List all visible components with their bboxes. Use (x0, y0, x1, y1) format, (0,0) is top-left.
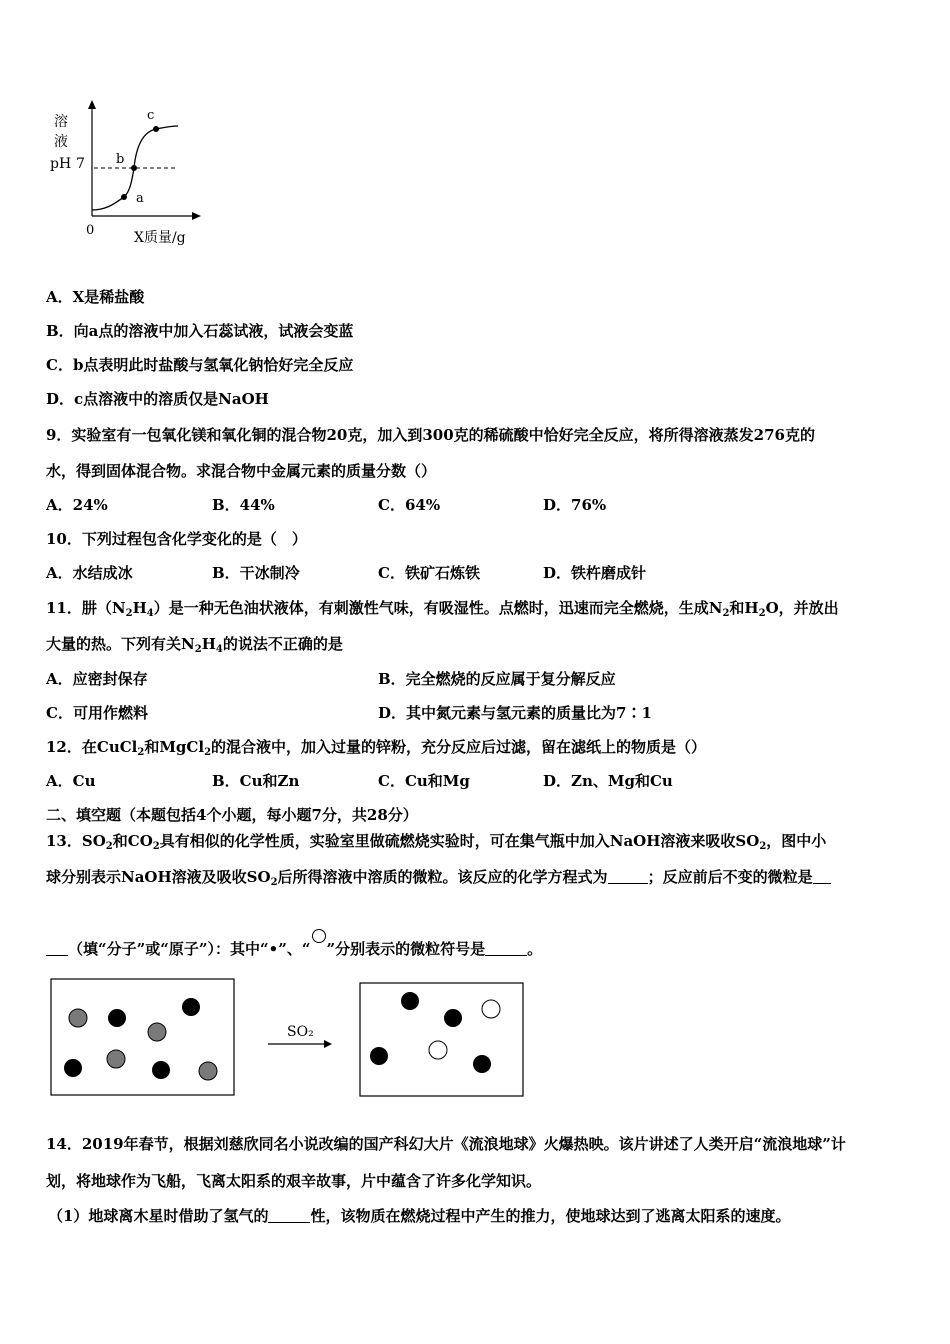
q13-blank-particle-2[interactable] (46, 941, 68, 956)
q12-option-a[interactable]: A．Cu (46, 772, 96, 790)
black-particle (64, 1059, 82, 1077)
q12-option-c[interactable]: C．Cu和Mg (378, 772, 470, 790)
arrow-label-so2: SO₂ (287, 1024, 314, 1040)
origin-label: 0 (86, 223, 95, 238)
q11-option-b[interactable]: B．完全燃烧的反应属于复分解反应 (378, 670, 616, 688)
gray-particle (148, 1023, 166, 1041)
x-axis-arrow-icon (192, 212, 201, 220)
black-particle (182, 998, 200, 1016)
q9-stem-line1: 9．实验室有一包氧化镁和氧化铜的混合物20克，加入到300克的稀硫酸中恰好完全反应，将所得溶液蒸发276克的 (46, 426, 815, 444)
q8-option-a[interactable]: A．X是稀盐酸 (46, 288, 145, 306)
q10-option-a[interactable]: A．水结成冰 (46, 564, 133, 582)
q9-option-c[interactable]: C．64% (378, 496, 441, 514)
q13-stem-line3: （填“分子”或“原子”）：其中“•”、“ ”分别表示的微粒符号是 。 (46, 928, 542, 959)
q10-option-c[interactable]: C．铁矿石炼铁 (378, 564, 480, 582)
hollow-circle-symbol-icon (311, 928, 327, 944)
q9-option-b[interactable]: B．44% (212, 496, 275, 514)
q11-option-c[interactable]: C．可用作燃料 (46, 704, 148, 722)
q13-stem-line1: 13．$SO_2$和$CO_2$具有相似的化学性质，实验室里做硫燃烧实验时，可在集气瓶中加入NaOH溶液来吸收$SO_2$，图中小 (46, 832, 827, 852)
white-particle (429, 1041, 447, 1059)
q9-option-a[interactable]: A．24% (46, 496, 108, 514)
black-particle (152, 1061, 170, 1079)
black-particle (401, 992, 419, 1010)
black-particle (444, 1009, 462, 1027)
q9-stem-line2: 水，得到固体混合物。求混合物中金属元素的质量分数（） (46, 462, 437, 480)
q8-option-c[interactable]: C．b点表明此时盐酸与氢氧化钠恰好完全反应 (46, 356, 354, 374)
point-a-marker (121, 194, 127, 200)
white-particle (482, 1000, 500, 1018)
q12-option-d[interactable]: D．Zn、Mg和Cu (543, 772, 673, 790)
y-axis-arrow-icon (88, 100, 96, 109)
q14-blank-1[interactable] (268, 1208, 310, 1223)
q14-stem-line1: 14．2019年春节，根据刘慈欣同名小说改编的国产科幻大片《流浪地球》火爆热映。该片讲述了人类开启“流浪地球”计 (46, 1135, 846, 1153)
q8-option-b[interactable]: B．向a点的溶液中加入石蕊试液，试液会变蓝 (46, 322, 354, 340)
q13-blank-symbols[interactable] (485, 941, 527, 956)
point-c-marker (153, 126, 159, 132)
y-tick-7: 7 (76, 156, 85, 172)
q13-stem-line2: 球分别表示NaOH溶液及吸收$SO_2$后所得溶液中溶质的微粒。该反应的化学方程式为 ；反应前后不变的微粒是 (46, 866, 831, 888)
q8-option-d[interactable]: D．c点溶液中的溶质仅是NaOH (46, 390, 269, 408)
reaction-arrow-head-icon (324, 1040, 332, 1048)
q11-option-a[interactable]: A．应密封保存 (46, 670, 148, 688)
q13-blank-equation[interactable] (608, 869, 648, 884)
q11-stem-line1: 11．肼$(N_2H_4)$是一种无色油状液体，有刺激性气味，有吸湿性。点燃时，迅速而完全燃烧，生成$N_2$和$H_2O$，并放出 (46, 599, 839, 619)
particle-reaction-figure (50, 978, 530, 1100)
gray-particle (107, 1050, 125, 1068)
q9-option-d[interactable]: D．76% (543, 496, 607, 514)
q11-option-d[interactable]: D．其中氮元素与氢元素的质量比为7∶1 (378, 704, 652, 722)
point-b-marker (131, 165, 137, 171)
q10-option-b[interactable]: B．干冰制冷 (212, 564, 300, 582)
q12-stem: 12．在CuCl$_2$和MgCl$_2$的混合液中，加入过量的锌粉，充分反应后过滤，留在滤纸上的物质是（） (46, 738, 707, 758)
q12-option-b[interactable]: B．Cu和Zn (212, 772, 300, 790)
black-dot-symbol: • (268, 940, 279, 958)
point-c-label: c (147, 108, 155, 123)
gray-particle (69, 1009, 87, 1027)
q10-option-d[interactable]: D．铁杵磨成针 (543, 564, 647, 582)
black-particle (108, 1009, 126, 1027)
q14-stem-line2: 划，将地球作为飞船，飞离太阳系的艰辛故事，片中蕴含了许多化学知识。 (46, 1172, 542, 1190)
q10-stem: 10．下列过程包含化学变化的是（ ） (46, 530, 307, 548)
black-particle (370, 1047, 388, 1065)
ph-curve-graph (44, 96, 214, 246)
y-axis-label-2: 液 (54, 134, 68, 150)
y-axis-label-1: 溶 (54, 114, 68, 130)
section-2-heading: 二、填空题（本题包括4个小题，每小题7分，共28分） (46, 806, 418, 824)
gray-particle (199, 1062, 217, 1080)
point-b-label: b (116, 152, 125, 167)
black-particle (473, 1055, 491, 1073)
q13-blank-particle-1[interactable] (813, 869, 831, 884)
point-a-label: a (136, 191, 144, 206)
after-box (360, 983, 523, 1096)
q11-stem-line2: 大量的热。下列有关$N_2H_4$的说法不正确的是 (46, 635, 343, 655)
q14-part-1: （1）地球离木星时借助了氢气的 性，该物质在燃烧过程中产生的推力，使地球达到了逃离太阳系的速度。 (48, 1207, 791, 1225)
y-axis-label-3: pH (50, 156, 72, 172)
x-axis-label: X质量/g (134, 230, 186, 246)
